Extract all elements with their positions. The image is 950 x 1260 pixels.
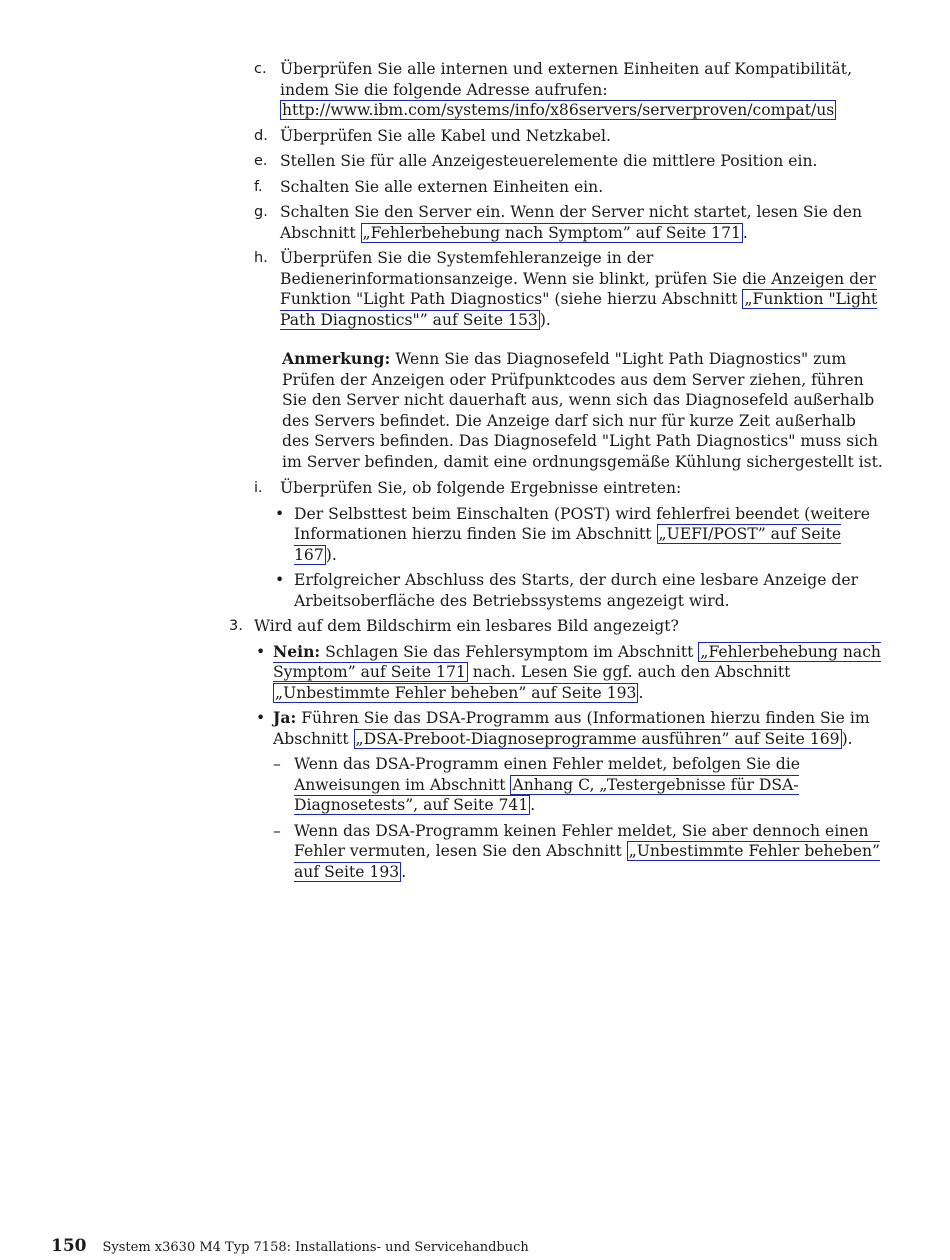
note-text: Wenn Sie das Diagnosefeld "Light Path Diagnostics" zum Prüfen der Anzeigen oder Prüfpunktcodes aus dem Server ziehen, führen Sie den Server nicht dauerhaft aus, wenn sich das Diagnosefeld außerhalb des Servers befindet. Die Anzeige darf sich nur für kurze Zeit außerhalb des Servers befinden. Das Diagnosefeld "Light Path Diagnostics" muss sich im Server befinden, damit eine ordnungsgemäße Kühlung sichergestellt ist. bbox=[282, 350, 883, 471]
document-title: System x3630 M4 Typ 7158: Installations- und Servicehandbuch bbox=[102, 1240, 529, 1255]
step-text: Stellen Sie für alle Anzeigesteuerelemente die mittlere Position ein. bbox=[280, 152, 818, 170]
step-text: Überprüfen Sie die Systemfehleranzeige in der Bedienerinformationsanzeige. Wenn sie blinkt, prüfen Sie die Anzeigen der Funktion "Light Path Diagnostics" (siehe hierzu Abschnitt bbox=[280, 249, 876, 308]
step-g bbox=[225, 202, 885, 243]
bullet-text-middle: nach. Lesen Sie ggf. auch den Abschnitt bbox=[467, 663, 791, 681]
step-marker: 3. bbox=[229, 618, 243, 634]
light-path-diagnostics-link[interactable]: „Funktion "Light Path Diagnostics"” auf Seite 153 bbox=[280, 290, 878, 329]
step-marker: c. bbox=[254, 61, 267, 77]
bullet-text-end: . bbox=[638, 683, 644, 702]
appendix-c-link[interactable]: Anhang C, „Testergebnisse für DSA-Diagnosetests”, auf Seite 741 bbox=[294, 775, 799, 814]
answer-yes-bullet bbox=[225, 708, 885, 749]
answer-label: Nein: bbox=[273, 641, 321, 661]
symptom-troubleshooting-link[interactable]: „Fehlerbehebung nach Symptom” auf Seite 171 bbox=[362, 223, 741, 242]
step-text: Überprüfen Sie, ob folgende Ergebnisse eintreten: bbox=[280, 479, 682, 497]
answer-label: Ja: bbox=[273, 708, 297, 727]
bullet-text: Schlagen Sie das Fehlersymptom im Abschnitt bbox=[320, 642, 699, 661]
bullet-marker: • bbox=[256, 642, 266, 661]
step-c bbox=[225, 59, 885, 121]
undetermined-problems-link[interactable]: „Unbestimmte Fehler beheben” auf Seite 193 bbox=[294, 842, 881, 881]
step-f bbox=[225, 177, 885, 198]
symptom-troubleshooting-link[interactable]: „Fehlerbehebung nach Symptom” auf Seite 171 bbox=[273, 642, 881, 681]
dash-text-end: . bbox=[401, 862, 407, 881]
post-result-bullet bbox=[225, 504, 885, 566]
bullet-marker: • bbox=[256, 709, 266, 727]
dash-marker: – bbox=[273, 755, 281, 773]
undetermined-problems-link[interactable]: „Unbestimmte Fehler beheben” auf Seite 193 bbox=[275, 683, 637, 702]
bullet-text-end: ). bbox=[841, 729, 853, 748]
step-text: Überprüfen Sie alle Kabel und Netzkabel. bbox=[280, 126, 611, 145]
bullet-text-end: ). bbox=[325, 545, 337, 564]
step-marker: e. bbox=[254, 153, 268, 169]
compat-url-link[interactable]: http://www.ibm.com/systems/info/x86servers/serverproven/compat/us bbox=[282, 101, 835, 119]
step-3 bbox=[225, 616, 885, 637]
uefi-post-link[interactable]: „UEFI/POST” auf Seite 167 bbox=[294, 525, 842, 564]
step-e bbox=[225, 151, 885, 172]
note-block bbox=[225, 349, 885, 472]
dash-marker: – bbox=[273, 821, 281, 840]
bullet-text: Erfolgreicher Abschluss des Starts, der durch eine lesbare Anzeige der Arbeitsoberfläche des Betriebssystems angezeigt wird. bbox=[294, 571, 859, 610]
step-marker: h. bbox=[254, 250, 268, 266]
bullet-text: Der Selbsttest beim Einschalten (POST) wird fehlerfrei beendet (weitere Informationen hierzu finden Sie im Abschnitt bbox=[294, 504, 870, 543]
step-h bbox=[225, 248, 885, 330]
note-label: Anmerkung: bbox=[282, 349, 391, 368]
step-text: Schalten Sie alle externen Einheiten ein. bbox=[280, 177, 604, 196]
step-marker: g. bbox=[254, 204, 268, 220]
page-number: 150 bbox=[51, 1236, 87, 1256]
step-i bbox=[225, 478, 885, 499]
step-text: Überprüfen Sie alle internen und externen Einheiten auf Kompatibilität, indem Sie die folgende Adresse aufrufen: bbox=[280, 60, 853, 99]
step-marker: i. bbox=[254, 480, 263, 496]
answer-no-bullet bbox=[225, 642, 885, 704]
page-footer bbox=[51, 1236, 529, 1258]
bullet-text: Führen Sie das DSA-Programm aus (Informationen hierzu finden Sie im Abschnitt bbox=[273, 709, 870, 748]
bullet-marker: • bbox=[275, 571, 285, 589]
bullet-marker: • bbox=[275, 504, 285, 523]
step-marker: f. bbox=[254, 178, 263, 195]
step-text-end: ). bbox=[539, 310, 551, 329]
dsa-no-error-dash-item bbox=[225, 821, 885, 883]
step-text-end: . bbox=[742, 223, 748, 242]
step-text: Schalten Sie den Server ein. Wenn der Server nicht startet, lesen Sie den Abschnitt bbox=[280, 203, 863, 242]
dsa-error-dash-item bbox=[225, 754, 885, 816]
dsa-preboot-link[interactable]: „DSA-Preboot-Diagnoseprogramme ausführen” auf Seite 169 bbox=[355, 729, 840, 748]
step-marker: d. bbox=[254, 127, 268, 144]
dash-text: Wenn das DSA-Programm einen Fehler meldet, befolgen Sie die Anweisungen im Abschnitt bbox=[294, 755, 800, 794]
troubleshooting-steps bbox=[225, 59, 885, 887]
dash-text-end: . bbox=[530, 796, 536, 814]
step-text: Wird auf dem Bildschirm ein lesbares Bild angezeigt? bbox=[254, 617, 679, 635]
step-d bbox=[225, 126, 885, 147]
dash-text: Wenn das DSA-Programm keinen Fehler meldet, Sie aber dennoch einen Fehler vermuten, lesen Sie den Abschnitt bbox=[294, 821, 869, 860]
boot-result-bullet bbox=[225, 570, 885, 611]
